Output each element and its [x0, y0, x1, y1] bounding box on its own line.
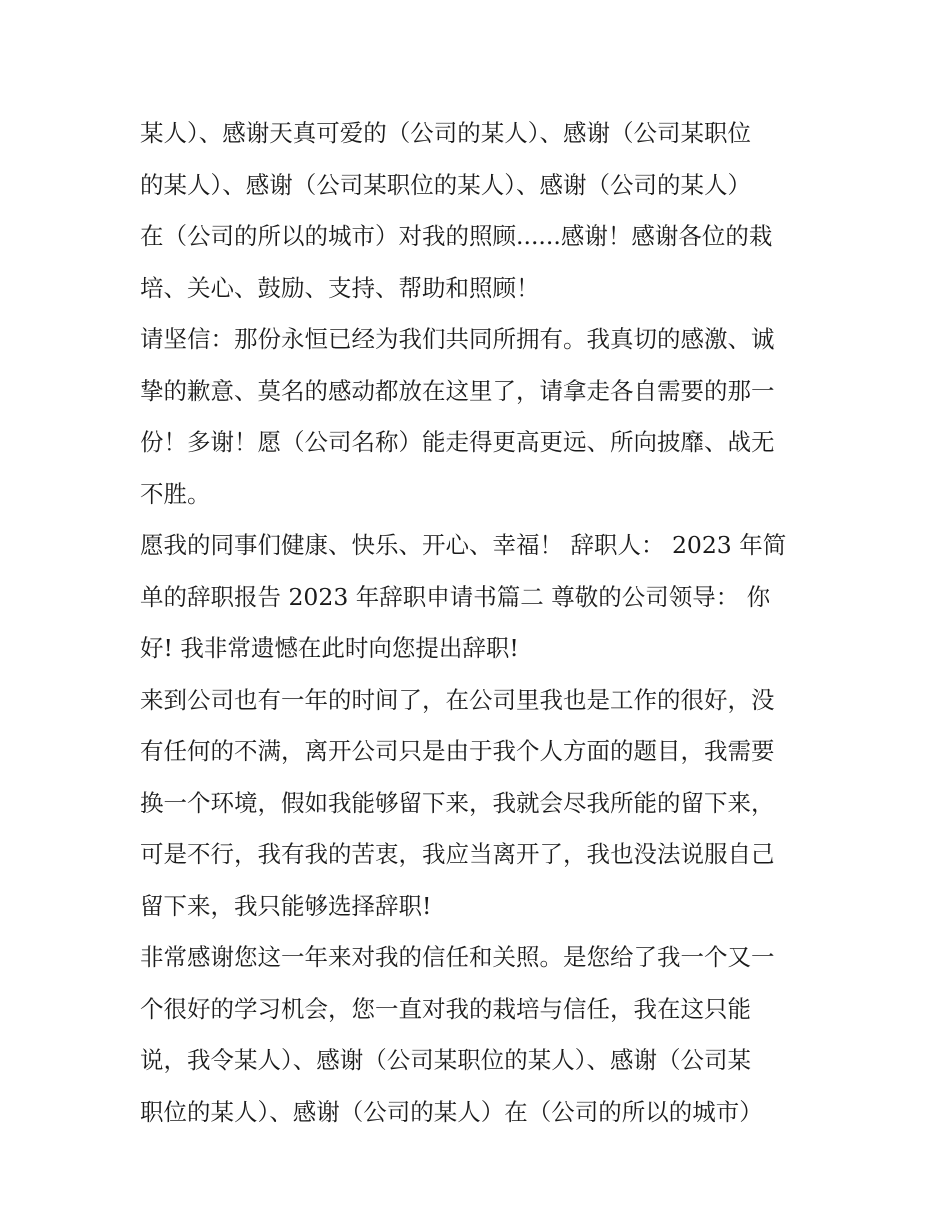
text-line: 请坚信：那份永恒已经为我们共同所拥有。我真切的感激、诚	[140, 325, 775, 353]
text-line: 单的辞职报告 2023 年辞职申请书篇二 尊敬的公司领导： 你	[140, 582, 771, 611]
text-line: 留下来，我只能够选择辞职!	[140, 891, 432, 920]
text-line: 非常感谢您这一年来对我的信任和关照。是您给了我一个又一	[140, 943, 775, 971]
text-line: 某人）、感谢天真可爱的（公司的某人）、感谢（公司某职位	[140, 119, 751, 147]
text-line: 好! 我非常遗憾在此时向您提出辞职!	[140, 634, 519, 662]
text-line: 来到公司也有一年的时间了，在公司里我也是工作的很好，没	[140, 685, 775, 714]
body-text	[140, 108, 815, 1138]
text-line: 个很好的学习机会，您一直对我的栽培与信任，我在这只能	[140, 994, 751, 1023]
text-line: 有任何的不满，离开公司只是由于我个人方面的题目，我需要	[140, 737, 775, 765]
text-line: 在（公司的所以的城市）对我的照顾......感谢！感谢各位的栽	[140, 222, 773, 250]
text-line: 说，我令某人）、感谢（公司某职位的某人）、感谢（公司某	[140, 1046, 751, 1074]
text-line: 份！多谢！愿（公司名称）能走得更高更远、所向披靡、战无	[140, 428, 775, 456]
text-line: 职位的某人）、感谢（公司的某人）在（公司的所以的城市）	[140, 1097, 763, 1126]
text-line: 不胜。	[140, 479, 211, 508]
text-line: 可是不行，我有我的苦衷，我应当离开了，我也没法说服自己	[140, 840, 775, 868]
text-line: 换一个环境，假如我能够留下来，我就会尽我所能的留下来，	[140, 788, 775, 817]
text-line: 的某人）、感谢（公司某职位的某人）、感谢（公司的某人）	[140, 170, 751, 199]
text-line: 愿我的同事们健康、快乐、开心、幸福！ 辞职人： 2023 年简	[140, 531, 787, 559]
text-line: 挚的歉意、莫名的感动都放在这里了，请拿走各自需要的那一	[140, 376, 775, 405]
text-line: 培、关心、鼓励、支持、帮助和照顾！	[140, 273, 540, 302]
